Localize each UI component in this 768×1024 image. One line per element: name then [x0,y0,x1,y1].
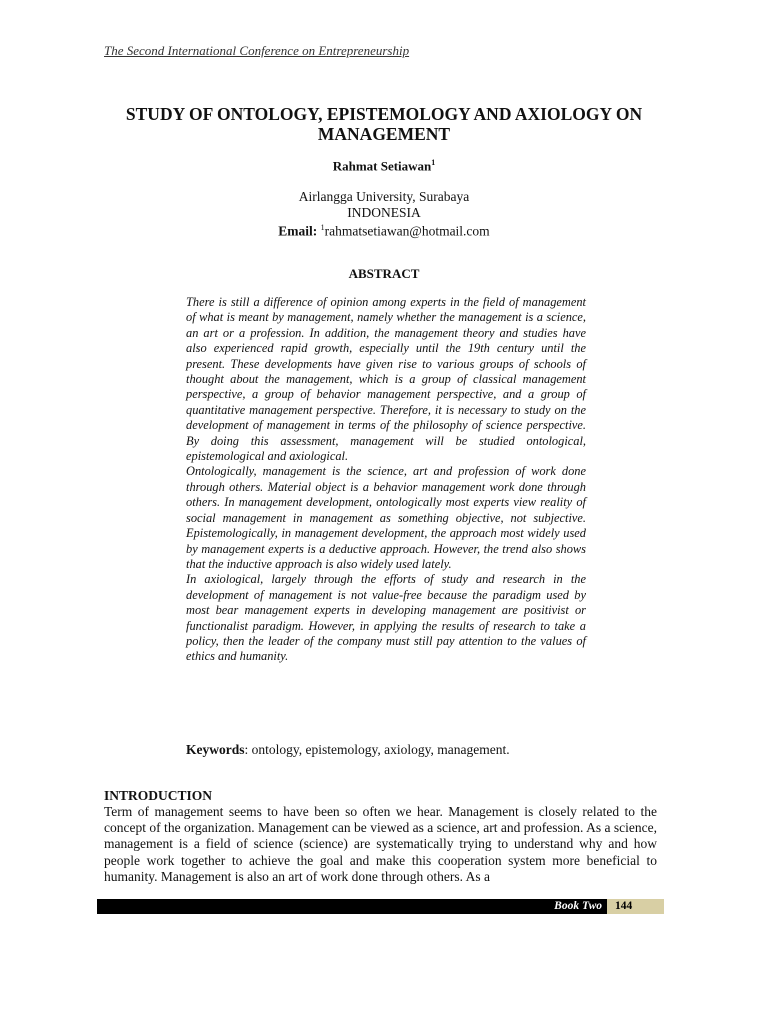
paper-title: STUDY OF ONTOLOGY, EPISTEMOLOGY AND AXIOLOGY ON MANAGEMENT [125,104,643,144]
abstract-paragraph: Ontologically, management is the science, art and profession of work done through others. Material object is a behavior management work done through others. In management development, ontologically most experts view reality of social management in management as something objective, not subjective. Epistemologically, in management development, the approach most widely used by management experts is a deductive approach. However, the trend also shows that the inductive approach is also widely used lately. [186,464,586,571]
page-number: 144 [607,899,664,914]
introduction-text: Term of management seems to have been so often we hear. Management is closely related to the concept of the organization. Management can be viewed as a science, art and profession. As a science, management is a field of science (science) are systematically trying to understand why and how people work together to achieve the goal and make this cooperation system more beneficial to humanity. Management is also an art of work done through others. As a [104,804,657,884]
affiliation [96,189,672,239]
email-label: Email: [278,223,318,239]
abstract-body [186,295,586,665]
footer-book-label: Book Two [554,900,602,912]
university: Airlangga University, Surabaya [298,189,470,204]
introduction-heading: INTRODUCTION [104,788,213,803]
keywords-text: : ontology, epistemology, axiology, management. [244,742,510,757]
email-line [96,220,672,239]
country: INDONESIA [347,204,421,220]
keywords [186,742,586,758]
abstract-heading: ABSTRACT [348,266,420,281]
author [96,158,672,174]
author-name: Rahmat Setiawan [332,158,432,174]
email-address: rahmatsetiawan@hotmail.com [324,223,490,239]
email-marker: 1 [320,223,325,232]
abstract-paragraph: There is still a difference of opinion among experts in the field of management of what is meant by management, namely whether the management is a science, an art or a profession. In addition, the management theory and studies have also experienced rapid growth, especially until the 19th century until the present. These developments have given rise to various groups of schools of thought about the management, which is a group of classical management perspective, a group of behavior management perspective, and a group of quantitative management perspective. Therefore, it is necessary to study on the development of management in terms of the philosophy of science perspective. By doing this assessment, management will be studied ontological, epistemological and axiological. [186,295,586,464]
running-head: The Second International Conference on Entrepreneurship [104,43,410,58]
abstract-paragraph: In axiological, largely through the efforts of study and research in the development of management is not value-free because the paradigm used by most bear management experts in developing management are positivist or functionalist paradigm. However, in applying the results of research to take a policy, then the leader of the company must still pay attention to the values of ethics and humanity. [186,572,586,664]
author-marker: 1 [431,158,436,167]
keywords-label: Keywords [186,742,245,757]
